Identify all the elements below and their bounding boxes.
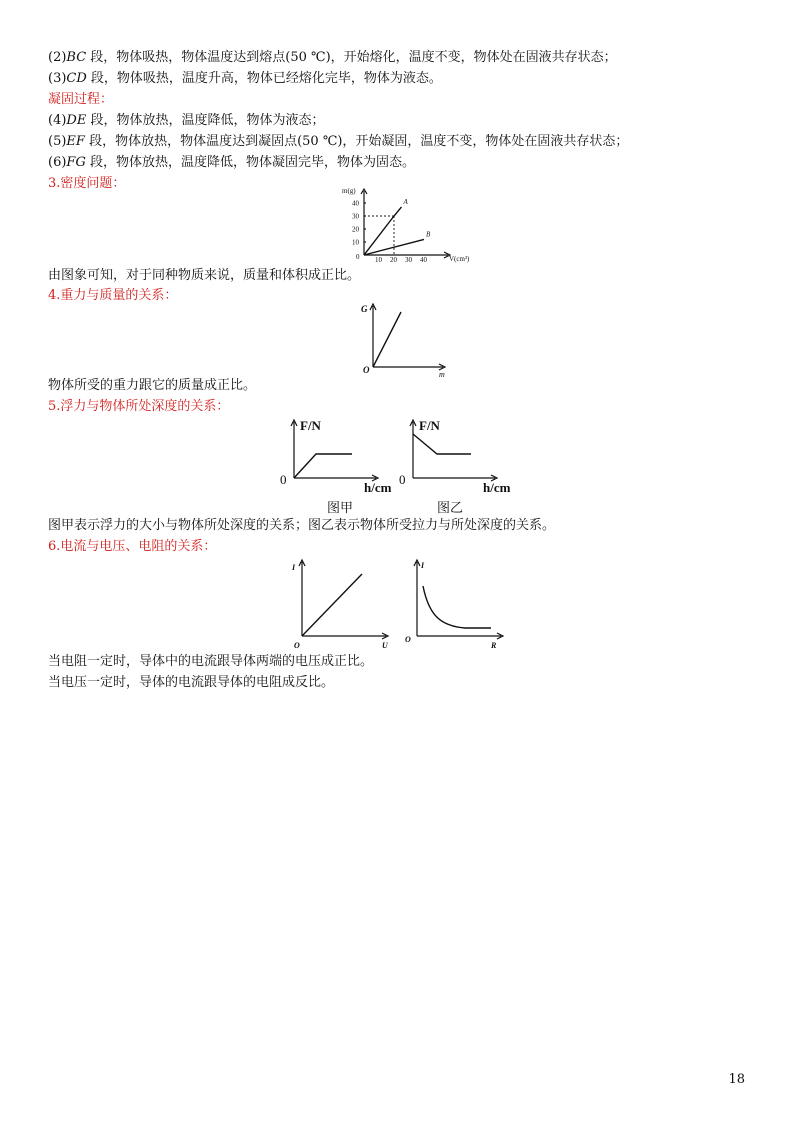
current-conclusion-1: 当电阻一定时，导体中的电流跟导体两端的电压成正比。 bbox=[48, 654, 374, 669]
fig-b-caption: 图乙 bbox=[437, 501, 464, 516]
iu-xlabel: U bbox=[382, 641, 388, 650]
current-resistance-chart bbox=[405, 556, 515, 651]
page-number: 18 bbox=[728, 1072, 745, 1087]
density-series-A bbox=[364, 207, 402, 255]
current-voltage-chart bbox=[290, 556, 400, 651]
buoyancy-b-xlabel: h/cm bbox=[483, 480, 511, 495]
gravity-ylabel: G bbox=[361, 304, 368, 314]
density-conclusion: 由图象可知，对于同种物质来说，质量和体积成正比。 bbox=[48, 268, 361, 283]
density-x-tick-3: 40 bbox=[420, 256, 427, 264]
ir-xlabel: R bbox=[491, 641, 497, 650]
density-y-tick-0: 10 bbox=[352, 238, 359, 247]
density-x-tick-1: 20 bbox=[390, 256, 397, 264]
density-x-tick-2: 30 bbox=[405, 256, 412, 264]
density-ylabel: m(g) bbox=[342, 187, 356, 195]
ir-origin: O bbox=[405, 635, 411, 644]
gravity-conclusion: 物体所受的重力跟它的质量成正比。 bbox=[48, 378, 257, 393]
buoyancy-chart-a bbox=[280, 416, 395, 496]
density-y-tick-1: 20 bbox=[352, 225, 359, 234]
buoyancy-b-origin: 0 bbox=[399, 472, 406, 487]
buoyancy-heading: 5.浮力与物体所处深度的关系： bbox=[48, 399, 230, 414]
buoyancy-a-xlabel: h/cm bbox=[364, 480, 392, 495]
density-series-label-B: B bbox=[426, 230, 431, 239]
gravity-chart bbox=[355, 302, 455, 377]
gravity-origin: O bbox=[363, 365, 370, 375]
text-line-ef: (5)EF 段，物体放热，物体温度达到凝固点(50 ℃)，开始凝固，温度不变，物体处在固液共存状态； bbox=[48, 134, 629, 149]
text-line-fg: (6)FG 段，物体放热，温度降低，物体凝固完毕，物体为固态。 bbox=[48, 155, 415, 170]
buoyancy-b-curve bbox=[413, 434, 471, 454]
text-line-de: (4)DE 段，物体放热，温度降低，物体为液态； bbox=[48, 113, 325, 128]
density-series-label-A: A bbox=[403, 197, 408, 206]
density-origin: 0 bbox=[356, 253, 360, 261]
solidify-heading: 凝固过程： bbox=[48, 92, 114, 107]
density-y-tick-2: 30 bbox=[352, 212, 359, 221]
iu-origin: O bbox=[294, 641, 300, 650]
buoyancy-a-origin: 0 bbox=[280, 472, 287, 487]
density-heading: 3.密度问题： bbox=[48, 176, 126, 191]
density-chart bbox=[340, 185, 470, 265]
ir-curve bbox=[423, 586, 491, 628]
density-y-tick-3: 40 bbox=[352, 199, 359, 208]
density-x-tick-0: 10 bbox=[375, 256, 382, 264]
gravity-xlabel: m bbox=[439, 370, 445, 379]
gravity-heading: 4.重力与质量的关系： bbox=[48, 288, 178, 303]
gravity-line bbox=[373, 312, 401, 367]
buoyancy-a-ylabel: F/N bbox=[300, 418, 321, 433]
iu-ylabel: I bbox=[292, 563, 296, 572]
current-conclusion-2: 当电压一定时，导体的电流跟导体的电阻成反比。 bbox=[48, 675, 335, 690]
buoyancy-a-curve bbox=[294, 454, 352, 478]
buoyancy-b-ylabel: F/N bbox=[419, 418, 440, 433]
ir-ylabel: I bbox=[421, 561, 425, 570]
buoyancy-chart-b bbox=[399, 416, 514, 496]
text-line-cd: (3)CD 段，物体吸热，温度升高，物体已经熔化完毕，物体为液态。 bbox=[48, 71, 442, 86]
current-heading: 6.电流与电压、电阻的关系： bbox=[48, 539, 217, 554]
fig-a-caption: 图甲 bbox=[327, 501, 354, 516]
iu-line bbox=[302, 574, 362, 636]
density-xlabel: V(cm³) bbox=[449, 255, 470, 263]
text-line-bc: (2)BC 段，物体吸热，物体温度达到熔点(50 ℃)，开始熔化，温度不变，物体处在固液共存状态； bbox=[48, 50, 617, 65]
buoyancy-conclusion: 图甲表示浮力的大小与物体所处深度的关系；图乙表示物体所受拉力与所处深度的关系。 bbox=[48, 518, 556, 533]
